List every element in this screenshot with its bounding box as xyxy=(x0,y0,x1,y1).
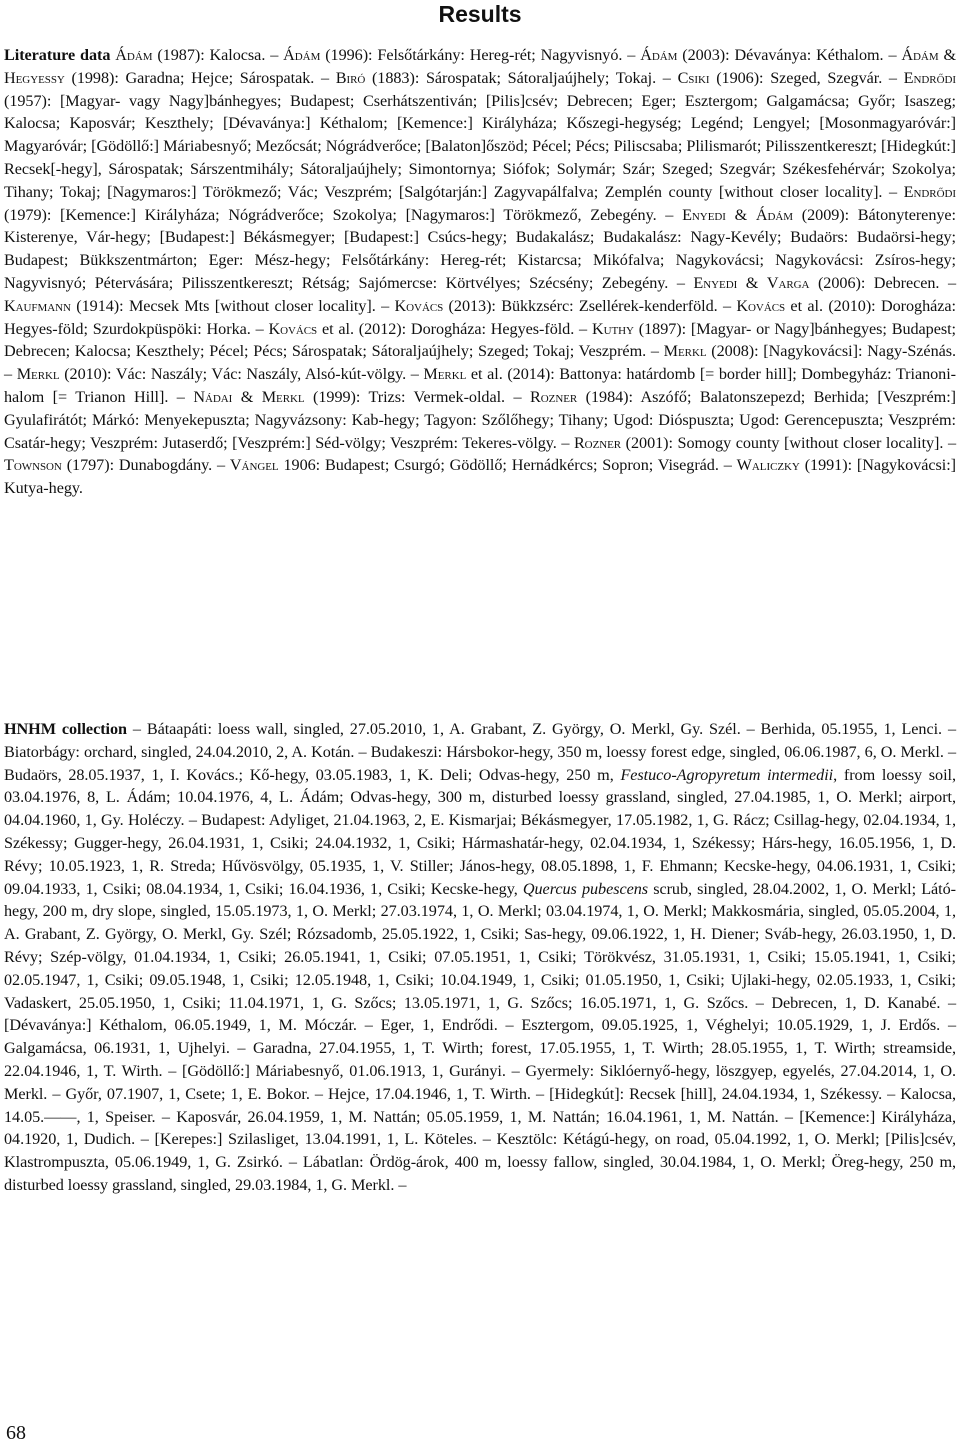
citation-author: Ádám xyxy=(115,46,153,64)
literature-data-paragraph xyxy=(4,44,956,500)
citation-author: Merkl xyxy=(663,342,707,361)
citation-text: (2008): [Nagykovácsi]: Nagy-Szénás. – xyxy=(4,342,956,384)
citation-author: Hegyessy xyxy=(4,68,65,87)
citation-author: Endrődi xyxy=(903,68,956,87)
citation-author: Ádám xyxy=(901,46,939,64)
citation-author: Townson xyxy=(4,456,62,475)
citation-author: Merkl xyxy=(423,365,467,384)
hnhm-text: – Bátaapáti: loess wall, singled, 27.05.2010, 1, A. Grabant, Z. György, O. Merkl, Gy. Szél. – Berhida, 05.1955, 1, Lenci. – Biatorbágy: orchard, singled, 24.04.2010, 2, A. Kotán. – Budakeszi: Hársbokor-hegy, 350 m, loessy forest edge, singled, 06.06.1987, 6, O. Merkl. – Budaörs, 28.05.1937, 1, I. Kovács.; Kő-hegy, 03.05.1983, 1, K. Deli; Odvas-hegy, 250 m, xyxy=(4,720,956,784)
citation-author: Kovács xyxy=(736,296,786,315)
citation-text: (1883): Sárospatak; Sátoraljaújhely; Tokaj. – xyxy=(365,68,678,87)
citation-text: (1957): [Magyar- vagy Nagy]bánhegyes; Budapest; Cserhátszentiván; [Pilis]csév; Debrecen; Eger; Esztergom; Galgamácsa; Győr; Isaszeg; Kalocsa; Kaposvár; Keszthely; [Dévaványa:] Kéthalom; [Kemence:] Királyháza; Kőszegi-hegység; Legénd; Lengyel; [Mosonmagyaróvár:] Magyaróvár; [Gödöllő:] Máriabesnyő; Mezőcsát; Nógrádverőce; [Balaton]őszöd; Pécel; Pécs; Piliscsaba; Plilismarót; Pilisszentkereszt; [Hidegkút:] Recsek[-hegy], Sárospatak; Sárszentmihály; Sátoraljaújhely; Simontornya; Siófok; Solymár; Szár; Szeged; Szegvár; Székesfehérvár; Szokolya; Tihany; Tokaj; [Nagymaros:] Törökmező; Vác; Veszprém; [Salgótarján:] Zagyvapálfalva; Zemplén county [without closer locality]. – xyxy=(4,91,956,201)
citation-author: Rozner xyxy=(530,387,578,406)
italic-taxon: Festuco-Agropyretum intermedii xyxy=(620,765,834,784)
citation-author: Endrődi xyxy=(903,182,956,201)
citation-text: & xyxy=(737,273,767,292)
citation-text: (1897): [Magyar- or Nagy]bánhegyes; Budapest; Debrecen; Kalocsa; Keszthely; Pécel; Pécs; Sárospatak; Sátoraljaújhely; Szeged; Tokaj; Veszprém. – xyxy=(4,319,956,361)
citation-text: et al. (2012): Dorogháza: Hegyes-föld. – xyxy=(317,319,592,338)
citation-text: (1996): Felsőtárkány: Hereg-rét; Nagyvisnyó. – xyxy=(320,46,641,64)
citation-text: 1906: Budapest; Csurgó; Gödöllő; Hernádkércs; Sopron; Visegrád. – xyxy=(278,456,737,475)
citation-author: Ádám xyxy=(283,46,321,64)
citation-text: (2010): Vác: Naszály; Vác: Naszály, Alsó-kút-völgy. – xyxy=(59,365,424,384)
citation-text: (1914): Mecsek Mts [without closer locality]. – xyxy=(70,296,395,315)
citation-text: (1797): Dunabogdány. – xyxy=(61,456,230,475)
hnhm-collection-label: HNHM collection xyxy=(4,720,127,738)
citation-author: Ádám xyxy=(640,46,678,64)
hnhm-text: scrub, singled, 28.04.2002, 1, O. Merkl; Látó-hegy, 200 m, dry slope, singled, 15.05.1973, 1, O. Merkl; 27.03.1974, 1, O. Merkl; 03.04.1974, 1, O. Merkl; Makkosmária, singled, 05.05.2004, 1, A. Grabant, Z. György, O. Merkl, Gy. Szél; Rózsadomb, 25.05.1922, 1, Csiki; Sas-hegy, 09.06.1922, 1, H. Diener; Sváb-hegy, 26.03.1950, 1, D. Révy; Szép-völgy, 01.04.1934, 1, Csiki; 26.05.1941, 1, Csiki; 07.05.1951, 1, Csiki; Törökvész, 31.05.1931, 1, Csiki; 15.05.1941, 1, Csiki; 02.05.1947, 1, Csiki; 09.05.1948, 1, Csiki; 12.05.1948, 1, Csiki; 10.04.1949, 1, Csiki; 01.05.1950, 1, Csiki; Ujlaki-hegy, 02.05.1933, 1, Csiki; Vadaskert, 25.05.1950, 1, Csiki; 11.04.1971, 1, G. Szőcs; 13.05.1971, 1, G. Szőcs; 16.05.1971, 1, G. Szőcs. – Debrecen, 1, D. Kanabé. – [Dévaványa:] Kéthalom, 06.05.1949, 1, M. Móczár. – Eger, 1, Endrődi. – Esztergom, 09.05.1925, 1, Véghelyi; 10.05.1929, 1, J. Erdős. – Galgamácsa, 06.1931, 1, Ujhelyi. – Garadna, 27.04.1955, 1, T. Wirth; forest, 17.05.1955, 1, T. Wirth; 28.05.1955, 1, T. Wirth; streamside, 22.04.1946, 1, T. Wirth. – [Gödöllő:] Máriabesnyő, 01.06.1913, 1, Gurányi. – Gyermely: Siklóernyő-hegy, löszgyep, egyelés, 27.04.2014, 1, O. Merkl. – Győr, 07.1907, 1, Csete; 1, E. Bokor. – Hejce, 17.04.1946, 1, T. Wirth. – [Hidegkút]: Recsek [hill], 24.04.1934, 1, Székessy. – Kalocsa, 14.05.——, 1, Speiser. – Kaposvár, 26.04.1959, 1, M. Nattán; 05.05.1959, 1, M. Nattán; 16.04.1961, 1, M. Nattán. – [Kemence:] Királyháza, 04.1920, 1, Dudich. – [Kerepes:] Szilasliget, 13.04.1991, 1, L. Köteles. – Kesztölc: Kétágú-hegy, on road, 05.04.1992, 1, O. Merkl; [Pilis]csév, Klastrompuszta, 05.06.1949, 1, G. Zsirkó. – Lábatlan: Ördög-árok, 400 m, loessy fallow, singled, 30.04.1984, 1, O. Merkl; Öreg-hegy, 250 m, disturbed loessy grassland, singled, 29.03.1984, 1, G. Merkl. – xyxy=(4,879,957,1194)
section-heading: Results xyxy=(438,1,522,27)
citation-author: Nádai xyxy=(193,387,233,406)
citation-author: Kaufmann xyxy=(4,296,71,315)
citation-author: Vángel xyxy=(229,456,279,475)
citation-author: Kovács xyxy=(394,296,444,315)
literature-data-label: Literature data xyxy=(4,46,111,64)
citation-author: Rozner xyxy=(573,433,622,452)
citation-author: Ádám xyxy=(755,205,794,224)
citation-author: Kovács xyxy=(268,319,318,338)
hnhm-text: , from loessy soil, 03.04.1976, 8, L. Ádám; 10.04.1976, 4, L. Ádám; Odvas-hegy, 300 m, disturbed loessy grassland, singled, 27.04.1985, 1, O. Merkl; airport, 04.04.1960, 1, Gy. Holéczy. – Budapest: Adyliget, 21.04.1963, 2, E. Kismarjai; Békásmegyer, 17.05.1982, 1, G. Rácz; Csillag-hegy, 02.04.1934, 1, Székessy; Gugger-hegy, 26.04.1931, 1, Csiki; 24.04.1932, 1, Csiki; Hármashatár-hegy, 02.04.1934, 1, Székessy; Hárs-hegy, 16.05.1956, 1, D. Révy; 10.05.1923, 1, R. Streda; Hűvösvölgy, 05.1935, 1, V. Stiller; János-hegy, 08.05.1898, 1, F. Ehmann; Kecske-hegy, 04.06.1931, 1, Csiki; 09.04.1933, 1, Csiki; 08.04.1934, 1, Csiki; 16.04.1936, 1, Csiki; Kecske-hegy, xyxy=(4,765,956,898)
citation-author: Enyedi xyxy=(693,273,738,292)
citation-author: Enyedi xyxy=(682,205,726,224)
citation-text: (1984): Aszófő; Balatonszepezd; Berhida; [Veszprém:] Gyulafirátót; Márkó: Menyekepuszta; Nagyvázsony: Kab-hegy; Tagyon: Szőlőhegy; Tihany; Ugod: Dióspuszta; Ugod: Gerencepuszta; Veszprém: Csatár-hegy; Veszprém: Jutaserdő; [Veszprém:] Séd-völgy; Veszprém: Tekeres-völgy. – xyxy=(4,387,956,452)
citation-text: et al. (2010): Dorogháza: Hegyes-föld; Szurdokpüspöki: Horka. – xyxy=(4,296,956,338)
citation-author: Waliczky xyxy=(736,456,800,475)
citation-author: Merkl xyxy=(16,365,60,384)
citation-text: et al. (2014): Battonya: határdomb [= border hill]; Dombegyház: Trianoni-halom [= Trianon Hill]. – xyxy=(4,365,956,406)
citation-text: (2001): Somogy county [without closer locality]. – xyxy=(621,433,956,452)
citation-author: Merkl xyxy=(261,387,305,406)
citation-text: & xyxy=(938,46,956,64)
page-number: 68 xyxy=(6,1422,26,1444)
citation-text: (1906): Szeged, Szegvár. – xyxy=(709,68,904,87)
citation-author: Kuthy xyxy=(591,319,634,338)
citation-text: (2006): Debrecen. – xyxy=(809,273,956,292)
literature-entries xyxy=(4,46,956,497)
citation-text: (2009): Bátonyterenye: Kisterenye, Vár-hegy; [Budapest:] Békásmegyer; [Budapest:] Csúcs-hegy; Budakalász; Budakalász: Nagy-Kevély; Budaörs: Budaörsi-hegy; Budapest; Bükkszentmárton; Eger: Mész-hegy; Felsőtárkány: Hereg-rét; Kistarcsa; Mikófalva; Nagykovácsi; Nagykovácsi: Zsíros-hegy; Nagyvisnyó; Pétervására; Pilisszentkereszt; Rétság; Sajómercse: Körtvélyes; Szécsény; Zebegény. – xyxy=(4,205,956,292)
italic-taxon: Quercus pubescens xyxy=(522,879,649,898)
citation-text: (2003): Dévaványa: Kéthalom. – xyxy=(677,46,902,64)
citation-text: (1987): Kalocsa. – xyxy=(152,46,284,64)
citation-text: (1998): Garadna; Hejce; Sárospatak. – xyxy=(64,68,336,87)
citation-text: (1979): [Kemence:] Királyháza; Nógrádverőce; Szokolya; [Nagymaros:] Törökmező, Zebegény. – xyxy=(4,205,683,224)
citation-text: (1991): [Nagykovácsi:] Kutya-hegy. xyxy=(4,456,956,498)
citation-author: Biró xyxy=(335,68,366,87)
citation-text: & xyxy=(232,387,262,406)
citation-author: Varga xyxy=(766,273,810,292)
citation-text: & xyxy=(725,205,756,224)
hnhm-collection-paragraph xyxy=(4,718,956,1197)
citation-text: (2013): Bükkzsérc: Zsellérek-kenderföld. – xyxy=(443,296,737,315)
citation-author: Csiki xyxy=(677,68,710,87)
citation-text: (1999): Trizs: Vermek-oldal. – xyxy=(304,387,531,406)
